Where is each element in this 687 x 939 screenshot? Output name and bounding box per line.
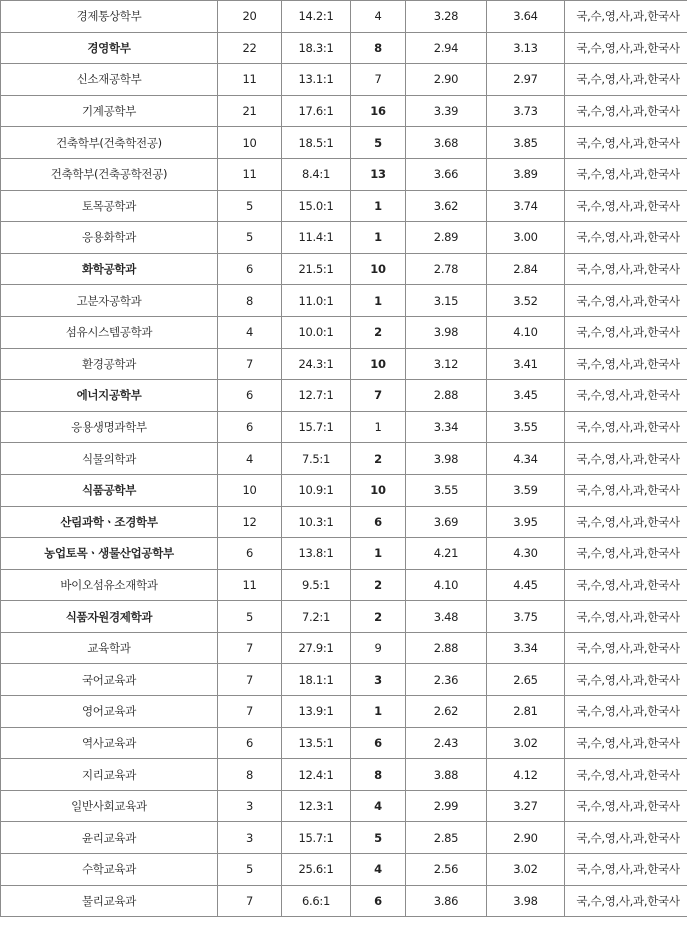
grade-avg-cell: 3.68 — [406, 127, 487, 159]
subjects-cell: 국,수,영,사,과,한국사 — [565, 759, 687, 791]
grade-avg-cell: 2.85 — [406, 822, 487, 854]
competition-rate-cell: 14.2:1 — [282, 1, 351, 33]
filled-cell: 1 — [351, 190, 406, 222]
department-cell: 산림과학ㆍ조경학부 — [1, 506, 218, 538]
grade-cutoff-cell: 3.95 — [487, 506, 565, 538]
grade-cutoff-cell: 3.00 — [487, 222, 565, 254]
filled-cell: 8 — [351, 759, 406, 791]
department-cell: 토목공학과 — [1, 190, 218, 222]
subjects-cell: 국,수,영,사,과,한국사 — [565, 632, 687, 664]
subjects-cell: 국,수,영,사,과,한국사 — [565, 443, 687, 475]
grade-cutoff-cell: 2.84 — [487, 253, 565, 285]
filled-cell: 6 — [351, 885, 406, 917]
filled-cell: 7 — [351, 380, 406, 412]
subjects-cell: 국,수,영,사,과,한국사 — [565, 885, 687, 917]
table-row — [1, 380, 687, 412]
subjects-cell: 국,수,영,사,과,한국사 — [565, 664, 687, 696]
grade-avg-cell: 3.62 — [406, 190, 487, 222]
department-cell: 화학공학과 — [1, 253, 218, 285]
quota-cell: 5 — [218, 222, 282, 254]
table-row — [1, 790, 687, 822]
filled-cell: 1 — [351, 696, 406, 728]
grade-cutoff-cell: 3.45 — [487, 380, 565, 412]
department-cell: 신소재공학부 — [1, 64, 218, 96]
department-cell: 건축학부(건축공학전공) — [1, 158, 218, 190]
department-cell: 식물의학과 — [1, 443, 218, 475]
department-cell: 지리교육과 — [1, 759, 218, 791]
quota-cell: 6 — [218, 727, 282, 759]
grade-cutoff-cell: 3.89 — [487, 158, 565, 190]
grade-cutoff-cell: 3.59 — [487, 474, 565, 506]
quota-cell: 6 — [218, 411, 282, 443]
grade-cutoff-cell: 4.34 — [487, 443, 565, 475]
filled-cell: 3 — [351, 664, 406, 696]
filled-cell: 1 — [351, 411, 406, 443]
competition-rate-cell: 21.5:1 — [282, 253, 351, 285]
subjects-cell: 국,수,영,사,과,한국사 — [565, 380, 687, 412]
quota-cell: 7 — [218, 348, 282, 380]
competition-rate-cell: 11.0:1 — [282, 285, 351, 317]
grade-cutoff-cell: 3.34 — [487, 632, 565, 664]
subjects-cell: 국,수,영,사,과,한국사 — [565, 696, 687, 728]
subjects-cell: 국,수,영,사,과,한국사 — [565, 411, 687, 443]
department-cell: 기계공학부 — [1, 95, 218, 127]
competition-rate-cell: 15.0:1 — [282, 190, 351, 222]
quota-cell: 7 — [218, 696, 282, 728]
department-cell: 고분자공학과 — [1, 285, 218, 317]
grade-cutoff-cell: 4.12 — [487, 759, 565, 791]
department-cell: 식품공학부 — [1, 474, 218, 506]
quota-cell: 6 — [218, 380, 282, 412]
filled-cell: 10 — [351, 253, 406, 285]
competition-rate-cell: 27.9:1 — [282, 632, 351, 664]
table-row — [1, 664, 687, 696]
grade-cutoff-cell: 3.55 — [487, 411, 565, 443]
table-body — [1, 1, 687, 917]
grade-avg-cell: 3.86 — [406, 885, 487, 917]
table-row — [1, 222, 687, 254]
subjects-cell: 국,수,영,사,과,한국사 — [565, 253, 687, 285]
filled-cell: 4 — [351, 1, 406, 33]
competition-rate-cell: 18.5:1 — [282, 127, 351, 159]
subjects-cell: 국,수,영,사,과,한국사 — [565, 285, 687, 317]
subjects-cell: 국,수,영,사,과,한국사 — [565, 95, 687, 127]
grade-avg-cell: 3.28 — [406, 1, 487, 33]
subjects-cell: 국,수,영,사,과,한국사 — [565, 854, 687, 886]
competition-rate-cell: 12.3:1 — [282, 790, 351, 822]
quota-cell: 22 — [218, 32, 282, 64]
competition-rate-cell: 13.5:1 — [282, 727, 351, 759]
competition-rate-cell: 6.6:1 — [282, 885, 351, 917]
table-row — [1, 696, 687, 728]
quota-cell: 3 — [218, 822, 282, 854]
subjects-cell: 국,수,영,사,과,한국사 — [565, 1, 687, 33]
quota-cell: 8 — [218, 759, 282, 791]
quota-cell: 7 — [218, 632, 282, 664]
grade-cutoff-cell: 3.75 — [487, 601, 565, 633]
grade-cutoff-cell: 3.13 — [487, 32, 565, 64]
table-row — [1, 411, 687, 443]
subjects-cell: 국,수,영,사,과,한국사 — [565, 222, 687, 254]
grade-avg-cell: 4.21 — [406, 538, 487, 570]
subjects-cell: 국,수,영,사,과,한국사 — [565, 601, 687, 633]
quota-cell: 10 — [218, 474, 282, 506]
grade-avg-cell: 2.94 — [406, 32, 487, 64]
department-cell: 물리교육과 — [1, 885, 218, 917]
competition-rate-cell: 15.7:1 — [282, 411, 351, 443]
competition-rate-cell: 10.9:1 — [282, 474, 351, 506]
subjects-cell: 국,수,영,사,과,한국사 — [565, 158, 687, 190]
filled-cell: 1 — [351, 222, 406, 254]
grade-cutoff-cell: 3.98 — [487, 885, 565, 917]
grade-avg-cell: 2.43 — [406, 727, 487, 759]
table-row — [1, 474, 687, 506]
subjects-cell: 국,수,영,사,과,한국사 — [565, 822, 687, 854]
grade-avg-cell: 3.98 — [406, 316, 487, 348]
table-row — [1, 885, 687, 917]
quota-cell: 21 — [218, 95, 282, 127]
table-row — [1, 95, 687, 127]
competition-rate-cell: 12.7:1 — [282, 380, 351, 412]
grade-avg-cell: 3.34 — [406, 411, 487, 443]
grade-avg-cell: 3.39 — [406, 95, 487, 127]
competition-rate-cell: 9.5:1 — [282, 569, 351, 601]
subjects-cell: 국,수,영,사,과,한국사 — [565, 64, 687, 96]
grade-cutoff-cell: 3.64 — [487, 1, 565, 33]
table-row — [1, 32, 687, 64]
grade-avg-cell: 2.62 — [406, 696, 487, 728]
grade-avg-cell: 2.89 — [406, 222, 487, 254]
table-row — [1, 253, 687, 285]
table-row — [1, 506, 687, 538]
grade-avg-cell: 2.99 — [406, 790, 487, 822]
quota-cell: 6 — [218, 538, 282, 570]
filled-cell: 2 — [351, 443, 406, 475]
competition-rate-cell: 13.1:1 — [282, 64, 351, 96]
filled-cell: 7 — [351, 64, 406, 96]
quota-cell: 4 — [218, 443, 282, 475]
filled-cell: 8 — [351, 32, 406, 64]
grade-cutoff-cell: 2.90 — [487, 822, 565, 854]
grade-avg-cell: 2.78 — [406, 253, 487, 285]
grade-cutoff-cell: 3.02 — [487, 854, 565, 886]
filled-cell: 10 — [351, 474, 406, 506]
grade-cutoff-cell: 4.45 — [487, 569, 565, 601]
table-row — [1, 538, 687, 570]
competition-rate-cell: 15.7:1 — [282, 822, 351, 854]
table-row — [1, 569, 687, 601]
department-cell: 에너지공학부 — [1, 380, 218, 412]
competition-rate-cell: 7.5:1 — [282, 443, 351, 475]
filled-cell: 4 — [351, 854, 406, 886]
subjects-cell: 국,수,영,사,과,한국사 — [565, 190, 687, 222]
grade-cutoff-cell: 4.30 — [487, 538, 565, 570]
quota-cell: 10 — [218, 127, 282, 159]
competition-rate-cell: 10.0:1 — [282, 316, 351, 348]
grade-cutoff-cell: 3.85 — [487, 127, 565, 159]
quota-cell: 11 — [218, 64, 282, 96]
table-row — [1, 822, 687, 854]
subjects-cell: 국,수,영,사,과,한국사 — [565, 538, 687, 570]
department-cell: 바이오섬유소재학과 — [1, 569, 218, 601]
filled-cell: 2 — [351, 316, 406, 348]
table-row — [1, 601, 687, 633]
subjects-cell: 국,수,영,사,과,한국사 — [565, 790, 687, 822]
grade-cutoff-cell: 3.74 — [487, 190, 565, 222]
competition-rate-cell: 7.2:1 — [282, 601, 351, 633]
department-cell: 국어교육과 — [1, 664, 218, 696]
grade-avg-cell: 3.55 — [406, 474, 487, 506]
competition-rate-cell: 17.6:1 — [282, 95, 351, 127]
filled-cell: 1 — [351, 285, 406, 317]
table-row — [1, 190, 687, 222]
quota-cell: 8 — [218, 285, 282, 317]
quota-cell: 7 — [218, 664, 282, 696]
grade-avg-cell: 3.48 — [406, 601, 487, 633]
grade-avg-cell: 2.88 — [406, 380, 487, 412]
quota-cell: 5 — [218, 854, 282, 886]
subjects-cell: 국,수,영,사,과,한국사 — [565, 348, 687, 380]
competition-rate-cell: 13.9:1 — [282, 696, 351, 728]
department-cell: 농업토목ㆍ생물산업공학부 — [1, 538, 218, 570]
quota-cell: 6 — [218, 253, 282, 285]
department-cell: 섬유시스템공학과 — [1, 316, 218, 348]
department-cell: 응용생명과학부 — [1, 411, 218, 443]
grade-avg-cell: 3.69 — [406, 506, 487, 538]
subjects-cell: 국,수,영,사,과,한국사 — [565, 32, 687, 64]
competition-rate-cell: 24.3:1 — [282, 348, 351, 380]
subjects-cell: 국,수,영,사,과,한국사 — [565, 727, 687, 759]
table-row — [1, 632, 687, 664]
department-cell: 응용화학과 — [1, 222, 218, 254]
competition-rate-cell: 12.4:1 — [282, 759, 351, 791]
table-row — [1, 443, 687, 475]
grade-avg-cell: 3.15 — [406, 285, 487, 317]
competition-rate-cell: 18.3:1 — [282, 32, 351, 64]
department-cell: 식품자원경제학과 — [1, 601, 218, 633]
grade-avg-cell: 4.10 — [406, 569, 487, 601]
department-cell: 윤리교육과 — [1, 822, 218, 854]
grade-avg-cell: 3.98 — [406, 443, 487, 475]
grade-avg-cell: 2.56 — [406, 854, 487, 886]
filled-cell: 16 — [351, 95, 406, 127]
department-cell: 역사교육과 — [1, 727, 218, 759]
table-row — [1, 285, 687, 317]
filled-cell: 6 — [351, 727, 406, 759]
grade-avg-cell: 3.88 — [406, 759, 487, 791]
filled-cell: 4 — [351, 790, 406, 822]
quota-cell: 7 — [218, 885, 282, 917]
filled-cell: 2 — [351, 569, 406, 601]
competition-rate-cell: 8.4:1 — [282, 158, 351, 190]
table-row — [1, 158, 687, 190]
grade-cutoff-cell: 2.65 — [487, 664, 565, 696]
department-cell: 건축학부(건축학전공) — [1, 127, 218, 159]
filled-cell: 6 — [351, 506, 406, 538]
grade-cutoff-cell: 4.10 — [487, 316, 565, 348]
grade-cutoff-cell: 3.41 — [487, 348, 565, 380]
grade-avg-cell: 2.88 — [406, 632, 487, 664]
quota-cell: 11 — [218, 158, 282, 190]
filled-cell: 13 — [351, 158, 406, 190]
department-cell: 교육학과 — [1, 632, 218, 664]
table-row — [1, 1, 687, 33]
filled-cell: 5 — [351, 822, 406, 854]
grade-cutoff-cell: 2.97 — [487, 64, 565, 96]
department-cell: 영어교육과 — [1, 696, 218, 728]
competition-rate-cell: 11.4:1 — [282, 222, 351, 254]
department-cell: 일반사회교육과 — [1, 790, 218, 822]
table-row — [1, 759, 687, 791]
subjects-cell: 국,수,영,사,과,한국사 — [565, 506, 687, 538]
subjects-cell: 국,수,영,사,과,한국사 — [565, 474, 687, 506]
table-row — [1, 316, 687, 348]
table-row — [1, 727, 687, 759]
grade-avg-cell: 2.36 — [406, 664, 487, 696]
grade-cutoff-cell: 3.73 — [487, 95, 565, 127]
grade-avg-cell: 3.66 — [406, 158, 487, 190]
quota-cell: 11 — [218, 569, 282, 601]
competition-rate-cell: 13.8:1 — [282, 538, 351, 570]
filled-cell: 5 — [351, 127, 406, 159]
grade-cutoff-cell: 3.02 — [487, 727, 565, 759]
quota-cell: 5 — [218, 601, 282, 633]
competition-rate-cell: 25.6:1 — [282, 854, 351, 886]
subjects-cell: 국,수,영,사,과,한국사 — [565, 569, 687, 601]
quota-cell: 4 — [218, 316, 282, 348]
department-cell: 경제통상학부 — [1, 1, 218, 33]
subjects-cell: 국,수,영,사,과,한국사 — [565, 127, 687, 159]
department-cell: 환경공학과 — [1, 348, 218, 380]
competition-rate-cell: 10.3:1 — [282, 506, 351, 538]
grade-avg-cell: 2.90 — [406, 64, 487, 96]
filled-cell: 1 — [351, 538, 406, 570]
filled-cell: 9 — [351, 632, 406, 664]
grade-cutoff-cell: 2.81 — [487, 696, 565, 728]
filled-cell: 10 — [351, 348, 406, 380]
quota-cell: 12 — [218, 506, 282, 538]
department-cell: 경영학부 — [1, 32, 218, 64]
subjects-cell: 국,수,영,사,과,한국사 — [565, 316, 687, 348]
competition-rate-cell: 18.1:1 — [282, 664, 351, 696]
table-row — [1, 127, 687, 159]
quota-cell: 5 — [218, 190, 282, 222]
quota-cell: 3 — [218, 790, 282, 822]
table-row — [1, 64, 687, 96]
grade-cutoff-cell: 3.27 — [487, 790, 565, 822]
table-row — [1, 854, 687, 886]
grade-cutoff-cell: 3.52 — [487, 285, 565, 317]
department-cell: 수학교육과 — [1, 854, 218, 886]
quota-cell: 20 — [218, 1, 282, 33]
grade-avg-cell: 3.12 — [406, 348, 487, 380]
table-row — [1, 348, 687, 380]
filled-cell: 2 — [351, 601, 406, 633]
